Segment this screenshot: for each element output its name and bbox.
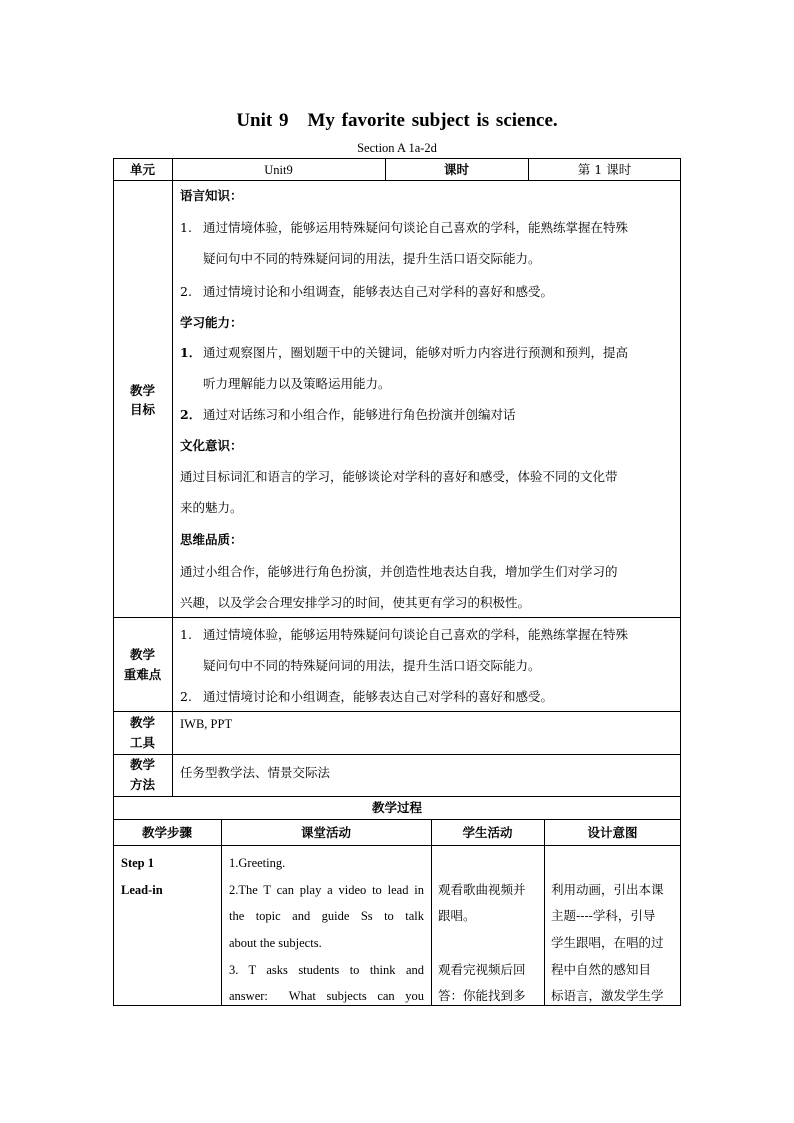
- ability-title: 学习能力：: [180, 315, 243, 330]
- methods-value: 任务型教学法、情景交际法: [180, 765, 331, 780]
- thinking-title: 思维品质：: [180, 532, 243, 547]
- lang-knowledge-title: 语言知识：: [180, 188, 243, 203]
- col-steps-header: 教学步骤: [141, 825, 192, 840]
- methods-label-1: 教学: [129, 757, 155, 772]
- ability-item-1-line-1: 通过观察图片，圈划题干中的关键词，能够对听力内容进行预测和预判，提高: [203, 345, 629, 360]
- lang-item-1-line-2: 疑问句中不同的特殊疑问词的用法，提升生活口语交际能力。: [203, 251, 541, 266]
- col-student-header: 学生活动: [462, 825, 513, 840]
- page-subtitle: Section A 1a-2d: [357, 141, 437, 155]
- student-line: 答：你能找到多: [438, 988, 526, 1003]
- period-label: 课时: [443, 162, 469, 177]
- lang-item-2-line-1: 通过情境讨论和小组调查，能够表达自己对学科的喜好和感受。: [203, 284, 554, 299]
- period-value: 第 1 课时: [577, 162, 632, 177]
- lang-item-1-line-1: 通过情境体验，能够运用特殊疑问句谈论自己喜欢的学科，能熟练掌握在特殊: [203, 220, 629, 235]
- activity-line: answer: What subjects can you: [229, 989, 424, 1003]
- activity-line: the topic and guide Ss to talk: [229, 909, 424, 923]
- methods-label-2: 方法: [129, 777, 155, 792]
- design-line: 标语言，激发学生学: [551, 988, 664, 1003]
- activity-line: 2.The T can play a video to lead in: [229, 883, 424, 897]
- process-title: 教学过程: [371, 800, 422, 815]
- student-line: 跟唱。: [438, 908, 476, 923]
- tools-value: IWB, PPT: [180, 717, 233, 731]
- ability-item-2-line-1: 通过对话练习和小组合作，能够进行角色扮演并创编对话: [203, 407, 516, 422]
- col-activity-header: 课堂活动: [300, 825, 351, 840]
- key-item-1-num: 1.: [180, 627, 192, 642]
- objectives-label-1: 教学: [129, 383, 155, 398]
- unit-label: 单元: [129, 162, 155, 177]
- col-design-header: 设计意图: [587, 825, 638, 840]
- unit-value: Unit9: [264, 163, 293, 177]
- design-line: 利用动画，引出本课: [551, 882, 664, 897]
- key-points-label-1: 教学: [129, 647, 155, 662]
- design-line: 学生跟唱，在唱的过: [551, 935, 664, 950]
- key-item-1-line-2: 疑问句中不同的特殊疑问词的用法，提升生活口语交际能力。: [203, 658, 541, 673]
- activity-line: 1.Greeting.: [229, 856, 286, 870]
- step-name: Lead-in: [121, 883, 163, 897]
- page-title: Unit 9 My favorite subject is science.: [236, 110, 558, 131]
- tools-label-2: 工具: [129, 735, 155, 750]
- culture-line-1: 通过目标词汇和语言的学习，能够谈论对学科的喜好和感受，体验不同的文化带: [180, 469, 618, 484]
- step-number: Step 1: [121, 856, 154, 870]
- design-line: 程中自然的感知目: [551, 962, 652, 977]
- student-line: 观看歌曲视频并: [438, 882, 526, 897]
- design-line: 主题----学科，引导: [551, 908, 656, 923]
- activity-line: 3. T asks students to think and: [229, 963, 424, 977]
- ability-item-1-num: 1．: [180, 345, 202, 360]
- tools-label-1: 教学: [129, 715, 155, 730]
- activity-line: about the subjects.: [229, 936, 322, 950]
- lang-item-1-num: 1.: [180, 220, 192, 235]
- thinking-line-1: 通过小组合作，能够进行角色扮演，并创造性地表达自我，增加学生们对学习的: [180, 564, 618, 579]
- key-item-2-num: 2.: [180, 689, 192, 704]
- objectives-label-2: 目标: [129, 402, 155, 417]
- key-item-2-line-1: 通过情境讨论和小组调查，能够表达自己对学科的喜好和感受。: [203, 689, 554, 704]
- culture-line-2: 来的魅力。: [180, 500, 243, 515]
- key-points-label-2: 重难点: [123, 667, 162, 682]
- student-line: 观看完视频后回: [438, 962, 526, 977]
- lang-item-2-num: 2.: [180, 284, 192, 299]
- ability-item-1-line-2: 听力理解能力以及策略运用能力。: [203, 376, 391, 391]
- thinking-line-2: 兴趣，以及学会合理安排学习的时间，使其更有学习的积极性。: [180, 595, 531, 610]
- ability-item-2-num: 2．: [180, 407, 202, 422]
- culture-title: 文化意识：: [180, 438, 243, 453]
- key-item-1-line-1: 通过情境体验，能够运用特殊疑问句谈论自己喜欢的学科，能熟练掌握在特殊: [203, 627, 629, 642]
